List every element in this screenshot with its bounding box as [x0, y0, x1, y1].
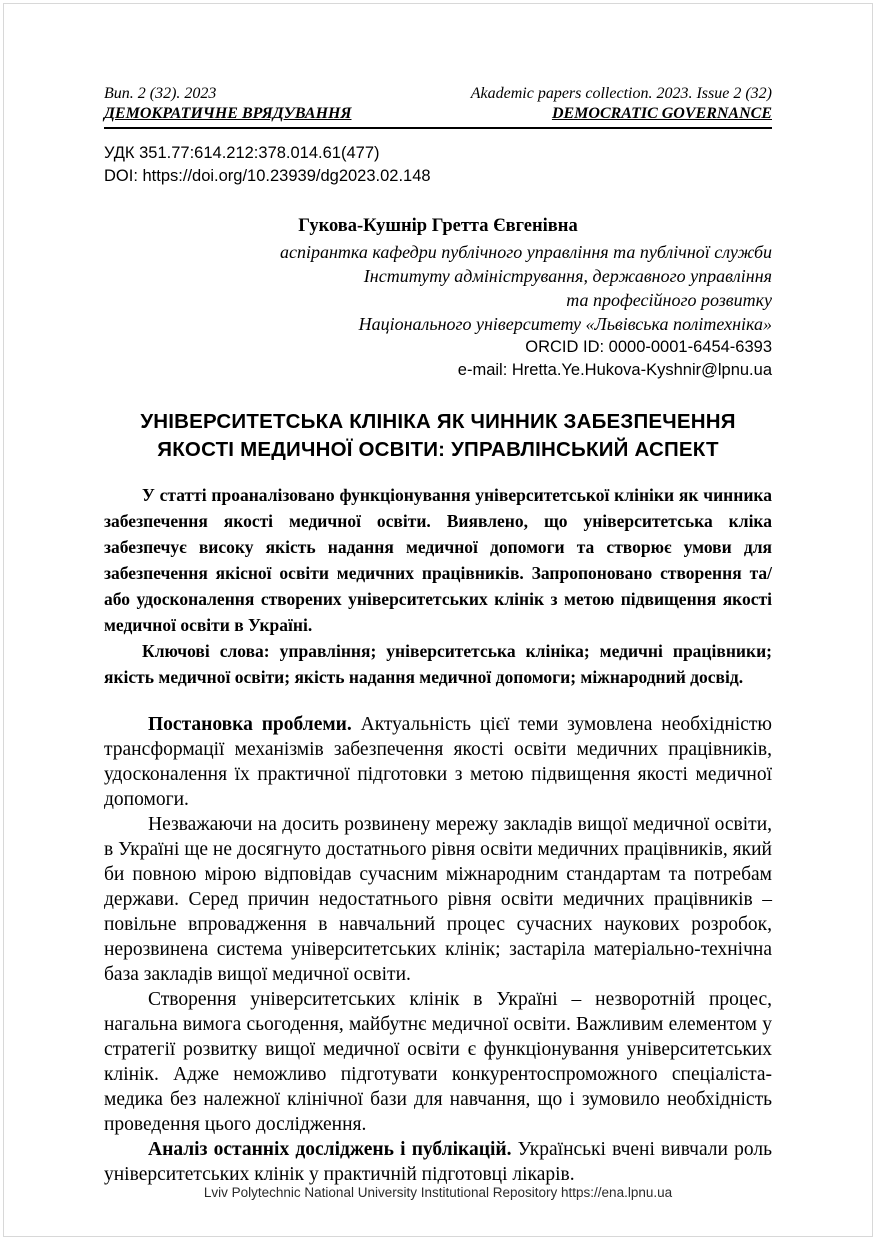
journal-name-uk: ДЕМОКРАТИЧНЕ ВРЯДУВАННЯ: [104, 105, 352, 122]
article-title: УНІВЕРСИТЕТСЬКА КЛІНІКА ЯК ЧИННИК ЗАБЕЗПЕЧЕННЯ ЯКОСТІ МЕДИЧНОЇ ОСВІТИ: УПРАВЛІНСЬКИЙ АСПЕКТ: [140, 410, 736, 461]
author-name: Гукова-Кушнір Гретта Євгенівна: [298, 216, 578, 236]
abstract-paragraph: У статті проаналізовано функціонування університетської клініки як чинника забезпечення якості медичної освіти. Виявлено, що університетська кліка забезпечує високу якість надання медичної допомоги та створює умови для забезпечення якісної освіти медичних працівників. Запропоновано створення та/або удосконалення створених університетських клінік з метою підвищення якості медичної освіти в Україні.: [104, 485, 772, 635]
abstract-block: [104, 482, 772, 690]
journal-name-en: DEMOCRATIC GOVERNANCE: [551, 105, 772, 122]
running-head-right: [471, 84, 772, 124]
author-affiliation-line-3: та професійного розвитку: [566, 290, 772, 310]
orcid-line: ORCID ID: 0000-0001-6454-6393: [525, 338, 772, 356]
body-paragraph: [104, 712, 772, 812]
author-affiliation-line-2: Інституту адміністрування, державного управління: [363, 266, 772, 286]
repository-footer: Lviv Polytechnic National University Institutional Repository https://ena.lpnu.ua: [203, 1185, 673, 1200]
doi-line: DOI: https://doi.org/10.23939/dg2023.02.148: [104, 167, 431, 185]
body-paragraph: [104, 812, 772, 987]
issue-label-en: Akademic papers collection. 2023. Issue 2 (32): [470, 85, 772, 102]
body-paragraph: [104, 987, 772, 1137]
paragraph-lead: Аналіз останніх досліджень і публікацій.: [148, 1139, 512, 1160]
email-line: e-mail: Hretta.Ye.Hukova-Kyshnir@lpnu.ua: [457, 361, 772, 379]
article-meta: [104, 142, 772, 188]
author-affiliation-line-4: Національного університету «Львівська політехніка»: [358, 314, 772, 334]
running-head: [104, 84, 772, 129]
paragraph-text: Незважаючи на досить розвинену мережу закладів вищої медичної освіти, в Україні ще не досягнуто достатнього рівня освіти медичних працівників, який би повною мірою відповідав сучасним міжнародним стандартам та потребам держави. Серед причин недостатнього рівня освіти медичних працівників – повільне впровадження в навчальний процес сучасних наукових розробок, нерозвинена система університетських клінік; застаріла матеріально-технічна база закладів вищої медичної освіти.: [104, 814, 772, 985]
running-head-left: [104, 84, 352, 124]
keywords-paragraph: Ключові слова: управління; університетська клініка; медичні працівники; якість медичної освіти; якість надання медичної допомоги; міжнародний досвід.: [104, 641, 772, 687]
article-body: [104, 712, 772, 1187]
author-affiliation-line-1: аспірантка кафедри публічного управління та публічної служби: [279, 242, 772, 262]
body-paragraph: [104, 1137, 772, 1187]
page-content: [104, 84, 772, 1187]
paragraph-text: Українські вчені вивчали роль університетських клінік у практичній підготовці лікарів.: [104, 1139, 772, 1185]
issue-label-uk: Вип. 2 (32). 2023: [104, 85, 217, 102]
udk-line: УДК 351.77:614.212:378.014.61(477): [104, 144, 380, 162]
paragraph-text: Створення університетських клінік в Україні – незворотній процес, нагальна вимога сьогодення, майбутнє медичної освіти. Важливим елементом у стратегії розвитку вищої медичної освіти є функціонування університетських клінік. Адже неможливо підготувати конкурентоспроможного спеціаліста-медика без належної клінічної бази для навчання, що і зумовило необхідність проведення цього дослідження.: [104, 989, 772, 1135]
paragraph-text: Актуальність цієї теми зумовлена необхідністю трансформації механізмів забезпечення якості освіти медичних працівників, удосконалення їх практичної підготовки з метою підвищення якості медичної допомоги.: [104, 714, 772, 810]
author-block: [104, 214, 772, 382]
paragraph-lead: Постановка проблеми.: [148, 714, 352, 735]
